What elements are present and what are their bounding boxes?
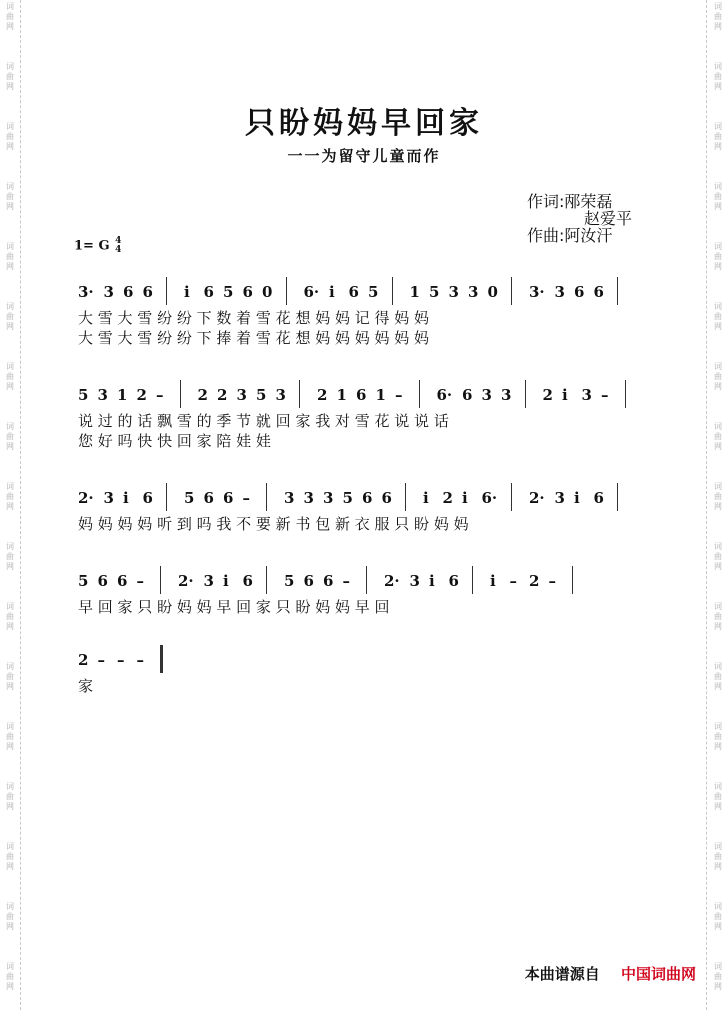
watermark-char: 曲 xyxy=(714,132,722,141)
barline xyxy=(299,380,300,408)
watermark-char: 曲 xyxy=(714,72,722,81)
watermark-char: 词 xyxy=(6,182,14,191)
watermark-char: 网 xyxy=(714,922,722,931)
note: 2 xyxy=(442,489,453,507)
watermark-char: 词 xyxy=(6,2,14,11)
watermark-char: 词 xyxy=(714,782,722,791)
watermark-char: 词 xyxy=(714,182,722,191)
note: 6 xyxy=(356,386,367,404)
note: 2 xyxy=(217,386,228,404)
watermark-char: 词 xyxy=(6,902,14,911)
watermark-char: 词 xyxy=(714,62,722,71)
note: 6 xyxy=(303,572,314,590)
watermark-group xyxy=(708,722,728,752)
note: 2 xyxy=(136,386,147,404)
note: i xyxy=(562,386,568,404)
note: i xyxy=(423,489,429,507)
note: 2 xyxy=(529,572,540,590)
watermark-char: 曲 xyxy=(714,372,722,381)
watermark-group xyxy=(708,602,728,632)
watermark-char: 网 xyxy=(6,142,14,151)
note: 3 xyxy=(468,283,479,301)
watermark-group xyxy=(708,242,728,272)
watermark-char: 曲 xyxy=(714,672,722,681)
lyrics-text: 说 过 的 话 飘 雪 的 季 节 就 回 家 我 对 雪 花 说 说 话 xyxy=(78,412,449,430)
watermark-char: 网 xyxy=(714,862,722,871)
watermark-char: 网 xyxy=(6,502,14,511)
watermark-char: 网 xyxy=(714,682,722,691)
watermark-char: 曲 xyxy=(6,312,14,321)
note: 6 xyxy=(203,489,214,507)
watermark-group xyxy=(0,182,20,212)
note: 3 xyxy=(303,489,314,507)
watermark-char: 曲 xyxy=(714,312,722,321)
note: 6 xyxy=(142,283,153,301)
watermark-group xyxy=(0,902,20,932)
watermark-char: 曲 xyxy=(714,852,722,861)
watermark-char: 词 xyxy=(6,962,14,971)
note: 6 xyxy=(203,283,214,301)
notes-line xyxy=(78,277,640,307)
time-beats: 4 xyxy=(115,236,122,246)
watermark-char: 网 xyxy=(714,82,722,91)
watermark-char: 词 xyxy=(714,902,722,911)
note: 6· xyxy=(436,386,453,404)
watermark-char: 词 xyxy=(714,662,722,671)
watermark-char: 网 xyxy=(714,322,722,331)
note: i xyxy=(429,572,435,590)
watermark-char: 网 xyxy=(714,742,722,751)
watermark-char: 网 xyxy=(714,502,722,511)
watermark-char: 曲 xyxy=(714,432,722,441)
lyrics-line xyxy=(78,430,640,450)
watermark-group xyxy=(0,962,20,992)
note: 6 xyxy=(348,283,359,301)
note: 2 xyxy=(542,386,553,404)
watermark-group xyxy=(0,842,20,872)
composer-label: 作曲: xyxy=(527,226,565,245)
watermark-char: 曲 xyxy=(714,252,722,261)
note: 5 xyxy=(368,283,379,301)
watermark-group xyxy=(0,662,20,692)
subtitle: 一一为留守儿童而作 xyxy=(287,147,441,165)
watermark-char: 词 xyxy=(714,422,722,431)
watermark-char: 曲 xyxy=(6,492,14,501)
note: 3· xyxy=(78,283,94,301)
note: 5 xyxy=(256,386,267,404)
barline xyxy=(286,277,287,305)
watermark-char: 曲 xyxy=(714,792,722,801)
watermark-char: 网 xyxy=(714,202,722,211)
watermark-char: 词 xyxy=(6,302,14,311)
composer-name: 阿汝汗 xyxy=(564,226,613,245)
note: 3 xyxy=(323,489,334,507)
watermark-char: 曲 xyxy=(714,552,722,561)
watermark-char: 词 xyxy=(714,362,722,371)
barline xyxy=(419,380,420,408)
watermark-char: 曲 xyxy=(6,852,14,861)
watermark-char: 网 xyxy=(6,982,14,991)
watermark-char: 网 xyxy=(714,262,722,271)
watermark-group xyxy=(0,542,20,572)
watermark-group xyxy=(708,62,728,92)
barline xyxy=(180,380,181,408)
watermark-char: 网 xyxy=(6,82,14,91)
notes-line xyxy=(78,645,640,675)
watermark-char: 曲 xyxy=(714,492,722,501)
watermark-group xyxy=(0,602,20,632)
final-barline xyxy=(160,645,163,673)
note: 3 xyxy=(284,489,295,507)
note: 6 xyxy=(323,572,334,590)
page-title: 只盼妈妈早回家 xyxy=(245,106,483,141)
watermark-group xyxy=(0,302,20,332)
watermark-char: 网 xyxy=(6,202,14,211)
note: 2· xyxy=(529,489,545,507)
note: 0 xyxy=(262,283,273,301)
barline xyxy=(366,566,367,594)
credits xyxy=(527,193,632,244)
note: 5 xyxy=(223,283,234,301)
site-name: 中国词曲网 xyxy=(620,965,696,983)
watermark-group xyxy=(0,482,20,512)
note: 3 xyxy=(448,283,459,301)
watermark-char: 网 xyxy=(6,862,14,871)
watermark-char: 词 xyxy=(714,542,722,551)
lyrics-line xyxy=(78,410,640,430)
notes-line xyxy=(78,566,640,596)
watermark-char: 词 xyxy=(6,422,14,431)
watermark-group xyxy=(0,782,20,812)
watermark-char: 曲 xyxy=(6,72,14,81)
lyrics-text: 早 回 家 只 盼 妈 妈 早 回 家 只 盼 妈 妈 早 回 xyxy=(78,598,390,616)
note: i xyxy=(123,489,129,507)
note: – xyxy=(548,572,556,590)
barline xyxy=(511,483,512,511)
note: 3 xyxy=(409,572,420,590)
note: 3 xyxy=(97,386,108,404)
watermark-group xyxy=(708,962,728,992)
note: – xyxy=(156,386,164,404)
score-system xyxy=(78,566,640,616)
note: 2 xyxy=(78,651,89,669)
watermark-char: 网 xyxy=(6,22,14,31)
note: 3 xyxy=(103,283,114,301)
note: 2 xyxy=(317,386,328,404)
note: – xyxy=(97,651,105,669)
watermark-char: 网 xyxy=(714,382,722,391)
lyrics-line xyxy=(78,596,640,616)
key-signature xyxy=(74,237,121,255)
watermark-char: 曲 xyxy=(6,552,14,561)
note: 3 xyxy=(103,489,114,507)
watermark-char: 网 xyxy=(714,562,722,571)
notes-line xyxy=(78,483,640,513)
watermark-char: 词 xyxy=(714,482,722,491)
note: 6· xyxy=(303,283,320,301)
note: 6 xyxy=(123,283,134,301)
note: 6· xyxy=(481,489,498,507)
note: 6 xyxy=(593,283,604,301)
watermark-char: 曲 xyxy=(714,912,722,921)
watermark-char: 词 xyxy=(714,122,722,131)
watermark-char: 曲 xyxy=(6,912,14,921)
note: 6 xyxy=(593,489,604,507)
watermark-char: 网 xyxy=(714,22,722,31)
watermark-char: 网 xyxy=(6,442,14,451)
watermark-char: 词 xyxy=(6,782,14,791)
barline xyxy=(617,483,618,511)
source-label: 本曲谱源自 xyxy=(524,965,600,983)
barline xyxy=(405,483,406,511)
note: 1 xyxy=(117,386,128,404)
barline xyxy=(572,566,573,594)
watermark-group xyxy=(708,302,728,332)
watermark-char: 词 xyxy=(6,662,14,671)
note: 2· xyxy=(78,489,94,507)
watermark-char: 曲 xyxy=(6,732,14,741)
watermark-group xyxy=(708,182,728,212)
score-system xyxy=(78,277,640,347)
note: 3 xyxy=(554,489,565,507)
note: 3· xyxy=(529,283,545,301)
key-text: 1= G xyxy=(74,238,110,254)
watermark-char: 词 xyxy=(6,362,14,371)
note: 6 xyxy=(448,572,459,590)
watermark-char: 曲 xyxy=(6,132,14,141)
note: 0 xyxy=(487,283,498,301)
lyrics-text: 妈 妈 妈 妈 听 到 吗 我 不 要 新 书 包 新 衣 服 只 盼 妈 妈 xyxy=(78,515,469,533)
watermark-char: 曲 xyxy=(6,672,14,681)
watermark-char: 网 xyxy=(714,622,722,631)
barline xyxy=(617,277,618,305)
watermark-char: 词 xyxy=(714,842,722,851)
watermark-group xyxy=(708,542,728,572)
watermark-char: 曲 xyxy=(6,792,14,801)
lyrics-text: 家 xyxy=(78,677,94,695)
watermark-char: 词 xyxy=(6,602,14,611)
watermark-char: 网 xyxy=(6,622,14,631)
lyrics-line xyxy=(78,327,640,347)
watermark-group xyxy=(708,422,728,452)
watermark-char: 曲 xyxy=(714,612,722,621)
note: i xyxy=(574,489,580,507)
lyrics-text: 您 好 吗 快 快 回 家 陪 娃 娃 xyxy=(78,432,271,450)
watermark-char: 曲 xyxy=(6,252,14,261)
watermark-char: 曲 xyxy=(6,192,14,201)
note: i xyxy=(223,572,229,590)
watermark-group xyxy=(0,2,20,32)
note: 3 xyxy=(275,386,286,404)
watermark-char: 词 xyxy=(714,2,722,11)
note: – xyxy=(601,386,609,404)
watermark-char: 网 xyxy=(6,742,14,751)
time-unit: 4 xyxy=(115,245,122,255)
note: 5 xyxy=(78,386,89,404)
watermark-char: 词 xyxy=(6,242,14,251)
watermark-char: 词 xyxy=(714,302,722,311)
watermark-char: 词 xyxy=(6,722,14,731)
note: 3 xyxy=(236,386,247,404)
watermark-char: 词 xyxy=(714,602,722,611)
note: – xyxy=(136,651,144,669)
watermark-group xyxy=(708,362,728,392)
note: 5 xyxy=(184,489,195,507)
watermark-char: 网 xyxy=(6,922,14,931)
note: 6 xyxy=(381,489,392,507)
watermark-char: 词 xyxy=(6,482,14,491)
notes-line xyxy=(78,380,640,410)
note: 2· xyxy=(384,572,400,590)
note: i xyxy=(329,283,335,301)
watermark-char: 网 xyxy=(6,382,14,391)
note: i xyxy=(462,489,468,507)
watermark-char: 词 xyxy=(714,962,722,971)
note: 2· xyxy=(178,572,194,590)
watermark-char: 网 xyxy=(6,802,14,811)
note: 1 xyxy=(375,386,386,404)
note: – xyxy=(117,651,125,669)
barline xyxy=(525,380,526,408)
note: 6 xyxy=(142,489,153,507)
watermark-group xyxy=(708,902,728,932)
watermark-group xyxy=(708,482,728,512)
lyrics-text: 大 雪 大 雪 纷 纷 下 数 着 雪 花 想 妈 妈 记 得 妈 妈 xyxy=(78,309,430,327)
watermark-char: 网 xyxy=(714,142,722,151)
note: 6 xyxy=(242,572,253,590)
note: 2 xyxy=(197,386,208,404)
lyricist-name-1: 邴荣磊 xyxy=(564,192,613,211)
note: i xyxy=(184,283,190,301)
time-signature xyxy=(115,237,121,255)
watermark-group xyxy=(708,842,728,872)
watermark-char: 词 xyxy=(714,722,722,731)
watermark-char: 曲 xyxy=(6,372,14,381)
note: 6 xyxy=(574,283,585,301)
watermark-char: 曲 xyxy=(6,612,14,621)
watermark-char: 曲 xyxy=(6,12,14,21)
note: – xyxy=(509,572,517,590)
note: – xyxy=(342,572,350,590)
lyrics-line xyxy=(78,675,640,695)
note: – xyxy=(242,489,250,507)
score-system xyxy=(78,380,640,450)
lyricist-label: 作词: xyxy=(527,192,565,211)
lyricist-name-2: 赵爱平 xyxy=(584,209,633,228)
watermark-char: 词 xyxy=(6,122,14,131)
barline xyxy=(625,380,626,408)
lyrics-text: 大 雪 大 雪 纷 纷 下 捧 着 雪 花 想 妈 妈 妈 妈 妈 妈 xyxy=(78,329,430,347)
note: 1 xyxy=(336,386,347,404)
watermark-char: 词 xyxy=(6,62,14,71)
note: 6 xyxy=(462,386,473,404)
note: 6 xyxy=(362,489,373,507)
watermark-char: 网 xyxy=(6,562,14,571)
watermark-group xyxy=(708,2,728,32)
watermark-char: 曲 xyxy=(714,972,722,981)
watermark-char: 曲 xyxy=(714,192,722,201)
watermark-group xyxy=(0,362,20,392)
barline xyxy=(266,566,267,594)
note: – xyxy=(395,386,403,404)
note: – xyxy=(136,572,144,590)
watermark-char: 网 xyxy=(6,682,14,691)
note: 3 xyxy=(481,386,492,404)
barline xyxy=(266,483,267,511)
barline xyxy=(160,566,161,594)
watermark-char: 词 xyxy=(714,242,722,251)
note: 3 xyxy=(554,283,565,301)
note: 1 xyxy=(409,283,420,301)
footer xyxy=(525,963,696,984)
note: 6 xyxy=(117,572,128,590)
note: 6 xyxy=(97,572,108,590)
note: i xyxy=(490,572,496,590)
barline xyxy=(472,566,473,594)
note: 6 xyxy=(223,489,234,507)
watermark-char: 网 xyxy=(714,442,722,451)
lyrics-line xyxy=(78,513,640,533)
note: 5 xyxy=(429,283,440,301)
watermark-char: 词 xyxy=(6,542,14,551)
barline xyxy=(392,277,393,305)
note: 5 xyxy=(342,489,353,507)
watermark-char: 网 xyxy=(6,322,14,331)
watermark-char: 词 xyxy=(6,842,14,851)
watermark-group xyxy=(0,62,20,92)
watermark-group xyxy=(0,422,20,452)
watermark-char: 曲 xyxy=(6,432,14,441)
watermark-char: 网 xyxy=(714,982,722,991)
note: 3 xyxy=(581,386,592,404)
barline xyxy=(166,483,167,511)
watermark-char: 网 xyxy=(6,262,14,271)
watermark-group xyxy=(0,722,20,752)
watermark-char: 曲 xyxy=(714,732,722,741)
barline xyxy=(166,277,167,305)
score-system xyxy=(78,645,640,695)
barline xyxy=(511,277,512,305)
watermark-char: 曲 xyxy=(6,972,14,981)
lyrics-line xyxy=(78,307,640,327)
watermark-group xyxy=(708,782,728,812)
score-system xyxy=(78,483,640,533)
note: 3 xyxy=(203,572,214,590)
note: 6 xyxy=(242,283,253,301)
watermark-char: 曲 xyxy=(714,12,722,21)
note: 5 xyxy=(284,572,295,590)
note: 3 xyxy=(501,386,512,404)
note: 5 xyxy=(78,572,89,590)
watermark-group xyxy=(0,242,20,272)
watermark-group xyxy=(708,662,728,692)
watermark-char: 网 xyxy=(714,802,722,811)
